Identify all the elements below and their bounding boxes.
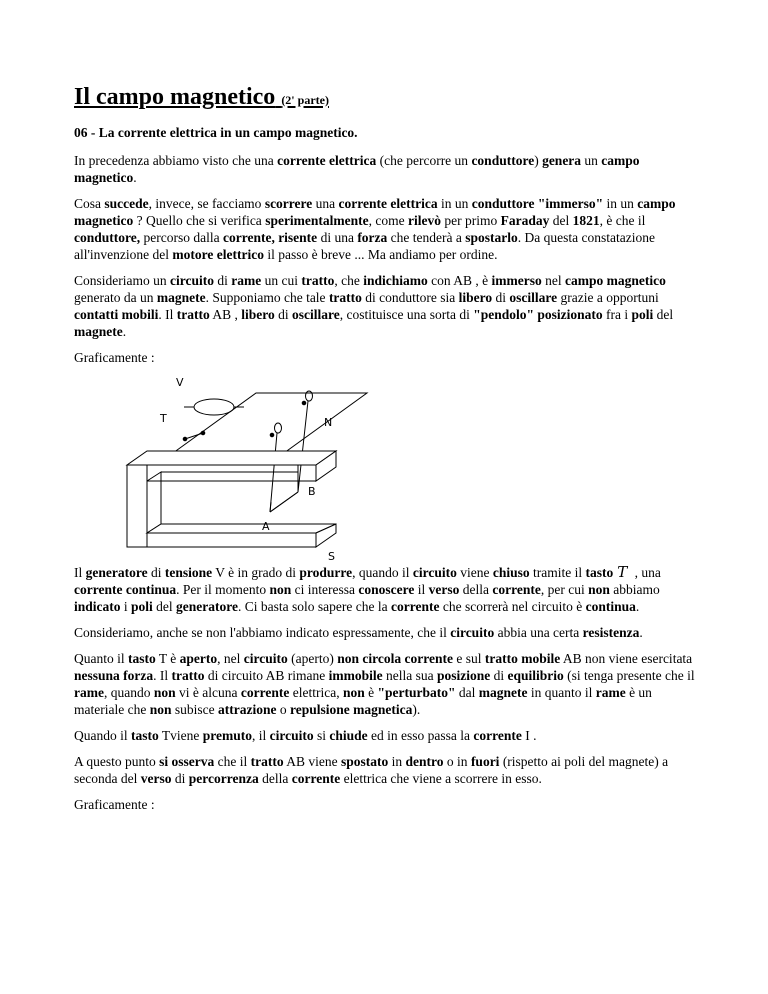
- text: , quando il: [352, 565, 413, 580]
- bold-text: tratto: [176, 307, 210, 322]
- paragraph: [74, 152, 696, 186]
- bold-text: motore elettrico: [172, 247, 264, 262]
- bold-text: produrre: [299, 565, 353, 580]
- bold-text: si osserva: [159, 754, 215, 769]
- bold-text: corrente: [492, 582, 541, 597]
- bold-text: immerso: [491, 273, 542, 288]
- text: Tviene: [158, 728, 203, 743]
- contact-dot: [270, 433, 274, 437]
- text: si: [313, 728, 330, 743]
- bold-text: percorrenza: [188, 771, 259, 786]
- text: dal: [455, 685, 479, 700]
- text: V è in grado di: [212, 565, 300, 580]
- label-n: N: [324, 416, 333, 429]
- text: . Il: [158, 307, 177, 322]
- text: con AB , è: [427, 273, 492, 288]
- text: ): [534, 153, 543, 168]
- text: (si tenga presente che il: [563, 668, 695, 683]
- bold-text: oscillare: [509, 290, 558, 305]
- text: AB ,: [209, 307, 242, 322]
- text: . Supponiamo che tale: [205, 290, 329, 305]
- text: , il: [252, 728, 270, 743]
- label-s: S: [328, 550, 335, 560]
- bold-text: indichiamo: [363, 273, 428, 288]
- text: . Ci basta solo sapere che la: [238, 599, 391, 614]
- bold-text: posizione: [436, 668, 491, 683]
- text: Consideriamo un: [74, 273, 170, 288]
- text: una: [312, 196, 339, 211]
- bold-text: rame: [231, 273, 262, 288]
- bold-text: tratto mobile: [484, 651, 561, 666]
- paragraph: [74, 727, 696, 744]
- bold-text: resistenza: [582, 625, 640, 640]
- bold-text: repulsione magnetica: [289, 702, 413, 717]
- paragraph-part: [74, 565, 613, 580]
- bold-text: magnete: [478, 685, 528, 700]
- bold-text: circuito: [269, 728, 314, 743]
- bold-text: oscillare: [292, 307, 340, 322]
- bold-text: generatore: [176, 599, 239, 614]
- text: Il: [74, 565, 86, 580]
- circuit-plane: [173, 393, 367, 453]
- page-title: [74, 82, 696, 115]
- bold-text: circuito: [170, 273, 214, 288]
- text: , costituisce una sorta di: [339, 307, 474, 322]
- label-v: V: [176, 376, 184, 389]
- text: AB viene: [283, 754, 341, 769]
- magnet-top-face: [127, 451, 336, 465]
- magnet-left-front: [127, 465, 147, 547]
- text: grazie a opportuni: [557, 290, 659, 305]
- bold-text: Faraday: [500, 213, 550, 228]
- text: o in: [443, 754, 471, 769]
- bold-text: corrente: [240, 685, 290, 700]
- bold-text: non: [269, 582, 292, 597]
- text: Quanto il: [74, 651, 128, 666]
- bold-text: corrente elettrica: [338, 196, 438, 211]
- bold-text: non: [149, 702, 172, 717]
- text: A questo punto: [74, 754, 160, 769]
- bold-text: fuori: [470, 754, 500, 769]
- text: elettrica,: [289, 685, 343, 700]
- bold-text: tratto: [301, 273, 335, 288]
- text: in un: [437, 196, 472, 211]
- bold-text: dentro: [405, 754, 444, 769]
- bold-text: campo magnetico: [74, 196, 676, 228]
- bold-text: rame: [595, 685, 626, 700]
- text: in: [388, 754, 406, 769]
- bold-text: equilibrio: [507, 668, 564, 683]
- bold-text: tensione: [164, 565, 213, 580]
- text: un: [581, 153, 602, 168]
- text: di: [492, 290, 510, 305]
- text: , quando: [103, 685, 154, 700]
- document-page: [74, 82, 696, 813]
- pendulum-wire-b: [298, 401, 308, 492]
- text: in un: [603, 196, 638, 211]
- bold-text: genera: [542, 153, 582, 168]
- bold-text: magnete: [74, 324, 123, 339]
- bold-text: aperto: [179, 651, 218, 666]
- label-b: B: [308, 485, 316, 498]
- text: che scorrerà nel circuito è: [439, 599, 586, 614]
- graficamente-label: Graficamente :: [74, 797, 155, 812]
- paragraph: [74, 272, 696, 340]
- text: tramite il: [529, 565, 586, 580]
- text: è: [364, 685, 378, 700]
- bold-text: libero: [241, 307, 275, 322]
- label-a: A: [262, 520, 270, 533]
- text: , nel: [217, 651, 244, 666]
- magnet-diagram: [74, 372, 696, 564]
- text: In precedenza abbiamo visto che una: [74, 153, 278, 168]
- bold-text: tratto: [171, 668, 205, 683]
- text: di una: [317, 230, 358, 245]
- bold-text: corrente continua: [74, 582, 177, 597]
- switch-symbol: T: [617, 563, 628, 581]
- text: il: [414, 582, 429, 597]
- bold-text: campo magnetico: [564, 273, 666, 288]
- text: . Per il momento: [176, 582, 270, 597]
- contact-ring: [275, 423, 282, 433]
- bold-text: conduttore "immerso": [471, 196, 604, 211]
- bold-text: campo magnetico: [74, 153, 640, 185]
- text: T è: [155, 651, 180, 666]
- text: viene: [456, 565, 493, 580]
- text: che tenderà a: [387, 230, 466, 245]
- text: fra i: [602, 307, 632, 322]
- text: e sul: [452, 651, 485, 666]
- bold-text: corrente: [390, 599, 440, 614]
- magnet-bottom-top: [147, 524, 336, 533]
- text: , per cui: [540, 582, 589, 597]
- bold-text: succede: [104, 196, 149, 211]
- text: o: [276, 702, 290, 717]
- graficamente-label: Graficamente :: [74, 350, 155, 365]
- bold-text: tratto: [328, 290, 362, 305]
- paragraph: [74, 564, 696, 615]
- bold-text: "pendolo" posizionato: [473, 307, 603, 322]
- bold-text: non: [342, 685, 365, 700]
- text: , che: [334, 273, 364, 288]
- text: elettrica che viene a scorrere in esso.: [340, 771, 542, 786]
- text: è un materiale che: [74, 685, 652, 717]
- text: di conduttore sia: [361, 290, 459, 305]
- text: .: [133, 170, 137, 185]
- bold-text: chiuso: [492, 565, 530, 580]
- text: della: [459, 582, 493, 597]
- bold-text: non circola corrente: [337, 651, 453, 666]
- bold-text: circuito: [243, 651, 288, 666]
- text: ? Quello che si verifica: [133, 213, 266, 228]
- bold-text: indicato: [74, 599, 121, 614]
- bold-text: corrente: [473, 728, 522, 743]
- text: , come: [368, 213, 409, 228]
- bold-text: poli: [131, 599, 153, 614]
- text: Quando il: [74, 728, 131, 743]
- text: di: [274, 307, 293, 322]
- bold-text: contatti mobili: [74, 307, 159, 322]
- paragraph: [74, 650, 696, 718]
- text: ed in esso passa la: [367, 728, 474, 743]
- text: .: [122, 324, 127, 339]
- paragraph: [74, 753, 696, 787]
- text: nella sua: [382, 668, 437, 683]
- bold-text: magnete: [156, 290, 206, 305]
- bold-text: verso: [140, 771, 172, 786]
- text: un cui: [261, 273, 302, 288]
- text: i: [120, 599, 132, 614]
- text: ci interessa: [291, 582, 359, 597]
- text: percorso dalla: [140, 230, 223, 245]
- contact-dot: [302, 401, 306, 405]
- text: , è che il: [599, 213, 646, 228]
- text: (che percorre un: [376, 153, 472, 168]
- bold-text: premuto: [202, 728, 252, 743]
- magnet-bottom-front: [127, 533, 316, 547]
- label-t: T: [160, 412, 167, 425]
- text: subisce: [171, 702, 218, 717]
- text: vi è alcuna: [175, 685, 241, 700]
- pendulum-wire-a-front: [270, 502, 271, 512]
- text: il passo è breve ... Ma andiamo per ordine.: [263, 247, 498, 262]
- text: del: [549, 213, 573, 228]
- text: di: [490, 668, 508, 683]
- bold-text: continua: [585, 599, 636, 614]
- text: , invece, se facciamo: [148, 196, 265, 211]
- bold-text: spostarlo: [465, 230, 518, 245]
- text: , una: [631, 565, 661, 580]
- bold-text: attrazione: [217, 702, 277, 717]
- text: abbiamo: [609, 582, 660, 597]
- title-sub: (2' parte): [281, 93, 329, 107]
- bold-text: immobile: [328, 668, 383, 683]
- bold-text: conoscere: [358, 582, 415, 597]
- text: abbia una certa: [494, 625, 583, 640]
- bold-text: libero: [458, 290, 493, 305]
- bold-text: "perturbato": [377, 685, 456, 700]
- bold-text: 1821: [572, 213, 600, 228]
- text: Consideriamo, anche se non l'abbiamo indicato espressamente, che il: [74, 625, 451, 640]
- bold-text: corrente elettrica: [277, 153, 377, 168]
- text: di circuito AB rimane: [204, 668, 329, 683]
- text: generato da un: [74, 290, 157, 305]
- conductor-ab-front: [270, 492, 298, 512]
- bold-text: chiude: [329, 728, 368, 743]
- bold-text: forza: [357, 230, 388, 245]
- bold-text: circuito: [450, 625, 495, 640]
- bold-text: generatore: [85, 565, 148, 580]
- bold-text: non: [588, 582, 610, 597]
- bold-text: non: [153, 685, 176, 700]
- text: di: [214, 273, 232, 288]
- text: .: [639, 625, 643, 640]
- text: (rispetto ai poli del magnete) a seconda del: [74, 754, 669, 786]
- bold-text: sperimentalmente: [265, 213, 369, 228]
- bold-text: circuito: [412, 565, 457, 580]
- text: .: [635, 599, 640, 614]
- bold-text: tasto: [128, 651, 156, 666]
- text: della: [258, 771, 292, 786]
- bold-text: conduttore,: [74, 230, 141, 245]
- bold-text: verso: [428, 582, 460, 597]
- bold-text: spostato: [341, 754, 389, 769]
- text: (aperto): [287, 651, 338, 666]
- bold-text: tratto: [250, 754, 284, 769]
- bold-text: rame: [74, 685, 104, 700]
- text: AB non viene esercitata: [560, 651, 693, 666]
- text: che il: [214, 754, 251, 769]
- section-heading: 06 - La corrente elettrica in un campo magnetico.: [74, 125, 358, 140]
- text: di: [147, 565, 165, 580]
- title-main: Il campo magnetico: [74, 84, 276, 110]
- bold-text: poli: [631, 307, 654, 322]
- bold-text: nessuna forza: [74, 668, 154, 683]
- text: Cosa: [74, 196, 105, 211]
- generator-ellipse: [194, 399, 234, 415]
- paragraph: [74, 624, 696, 641]
- bold-text: conduttore: [471, 153, 535, 168]
- text: . Il: [153, 668, 172, 683]
- text: ).: [412, 702, 421, 717]
- bold-text: rilevò: [408, 213, 442, 228]
- text: per primo: [441, 213, 501, 228]
- bold-text: scorrere: [264, 196, 313, 211]
- text: I .: [521, 728, 537, 743]
- text: . Da questa constatazione all'invenzione del: [74, 230, 655, 262]
- switch-contact: [201, 431, 205, 435]
- text: in quanto il: [527, 685, 596, 700]
- text: del: [653, 307, 674, 322]
- paragraph: [74, 195, 696, 263]
- text: di: [171, 771, 189, 786]
- bold-text: tasto: [585, 565, 614, 580]
- text: del: [152, 599, 177, 614]
- bold-text: tasto: [131, 728, 159, 743]
- bold-text: corrente, risente: [222, 230, 318, 245]
- text: nel: [541, 273, 565, 288]
- magnet-circuit-diagram: [122, 372, 382, 560]
- bold-text: corrente: [291, 771, 341, 786]
